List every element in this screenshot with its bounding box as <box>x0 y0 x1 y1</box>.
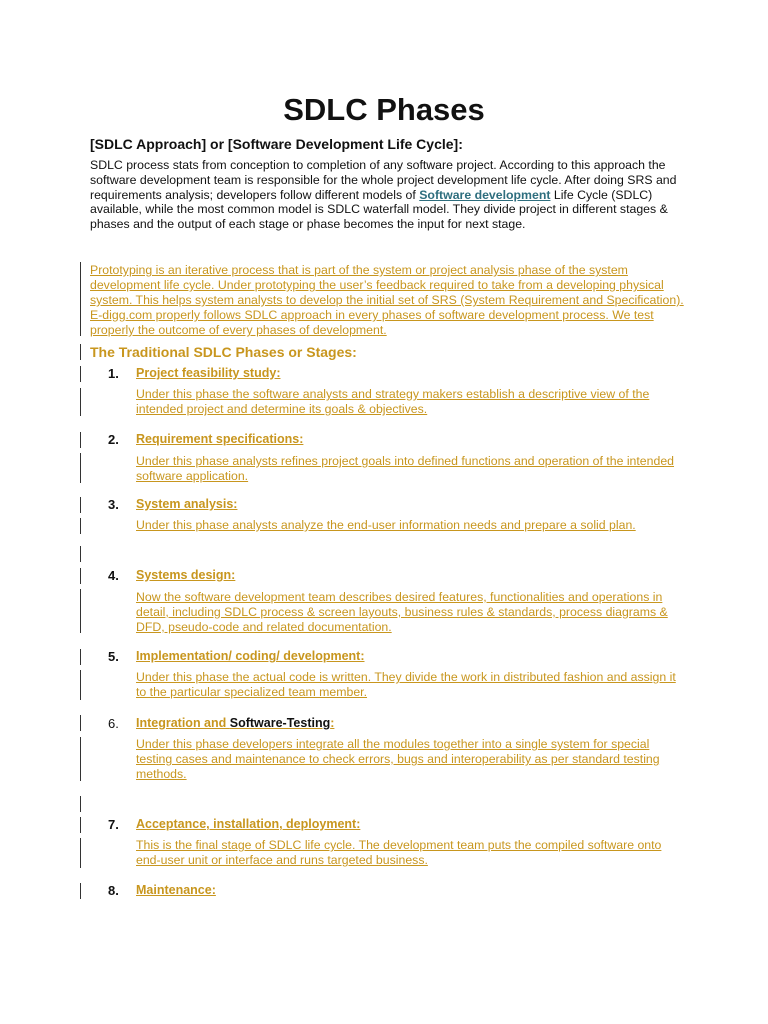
revision-bar <box>80 796 81 812</box>
phase-title-requirements: Requirement specifications: <box>136 432 304 446</box>
phase-number: 8. <box>108 883 119 898</box>
phase-number: 3. <box>108 497 119 512</box>
revision-bar <box>80 344 81 360</box>
prototyping-paragraph: Prototyping is an iterative process that is part of the system or project analysis phase of the system development life cycle. Under prototyping the user’s feedback required to take from a developing physical system. This helps system analysts to develop the initial set of SRS (System Requirement and Specification). E-digg.com properly follows SDLC approach in every phases of software development process. We test properly the outcome of every phases of development. <box>90 263 684 337</box>
revision-bar <box>80 715 81 731</box>
phase-number: 7. <box>108 817 119 832</box>
phase-description: Now the software development team describes desired features, functionalities and operations in detail, including SDLC process & screen layouts, business rules & standards, process diagrams & DFD, pseudo-code and related documentation. <box>136 590 668 634</box>
phase-number: 5. <box>108 649 119 664</box>
intro-text-start: SDLC process stats from conception to completion of any software project. According to this approach the software development team is responsible for the whole project development life cycle. After doing SRS and requirements analysis; developers follow different models of <box>90 158 677 202</box>
software-testing-link[interactable]: Software-Testing <box>229 716 331 730</box>
revision-bar <box>80 546 81 562</box>
phase-title-feasibility: Project feasibility study: <box>136 366 281 380</box>
phase-number: 1. <box>108 366 119 381</box>
revision-bar <box>80 388 81 416</box>
revision-bar <box>80 817 81 833</box>
revision-bar <box>80 432 81 448</box>
revision-bar <box>80 838 81 868</box>
revision-bar <box>80 453 81 483</box>
revision-bar <box>80 568 81 584</box>
revision-bar <box>80 518 81 534</box>
revision-bar <box>80 670 81 700</box>
page-subtitle: [SDLC Approach] or [Software Development Life Cycle]: <box>90 136 463 152</box>
revision-bar <box>80 883 81 899</box>
phase-title-maintenance: Maintenance: <box>136 883 216 897</box>
phase-description: Under this phase the actual code is written. They divide the work in distributed fashion and assign it to the particular specialized team member. <box>136 670 676 699</box>
phase-title-implementation: Implementation/ coding/ development: <box>136 649 365 663</box>
revision-bar <box>80 589 81 633</box>
phase-number: 6. <box>108 716 119 731</box>
phase-title-part: Integration and <box>136 716 230 730</box>
phase-number: 2. <box>108 432 119 447</box>
revision-bar <box>80 737 81 781</box>
phase-title-systems-design: Systems design: <box>136 568 236 582</box>
phase-title-part: : <box>330 716 335 730</box>
intro-text-end: Life Cycle (SDLC) available, while the most common model is SDLC waterfall model. They divide project in different stages & phases and the output of each stage or phase becomes the input for next stage. <box>90 187 668 232</box>
software-development-link[interactable]: Software development <box>419 187 551 202</box>
phase-description: Under this phase developers integrate all the modules together into a single system for special testing cases and maintenance to check errors, bugs and interoperability as per standard testing methods. <box>136 737 660 781</box>
intro-paragraph <box>90 158 690 232</box>
phase-description: Under this phase the software analysts and strategy makers establish a descriptive view of the intended project and determine its goals & objectives. <box>136 387 650 416</box>
section-heading: The Traditional SDLC Phases or Stages: <box>90 344 357 360</box>
phase-description: This is the final stage of SDLC life cycle. The development team puts the compiled software onto end-user unit or interface and runs targeted business. <box>136 838 662 867</box>
revision-bar <box>80 262 81 336</box>
revision-bar <box>80 649 81 665</box>
phase-number: 4. <box>108 568 119 583</box>
phase-description: Under this phase analysts refines project goals into defined functions and operation of the intended software application. <box>136 454 675 483</box>
phase-title-integration-testing <box>136 716 334 730</box>
page-title: SDLC Phases <box>283 92 485 127</box>
phase-title-system-analysis: System analysis: <box>136 497 238 511</box>
phase-description: Under this phase analysts analyze the end-user information needs and prepare a solid plan. <box>136 518 636 532</box>
revision-bar <box>80 366 81 382</box>
phase-title-acceptance: Acceptance, installation, deployment: <box>136 817 361 831</box>
revision-bar <box>80 497 81 513</box>
